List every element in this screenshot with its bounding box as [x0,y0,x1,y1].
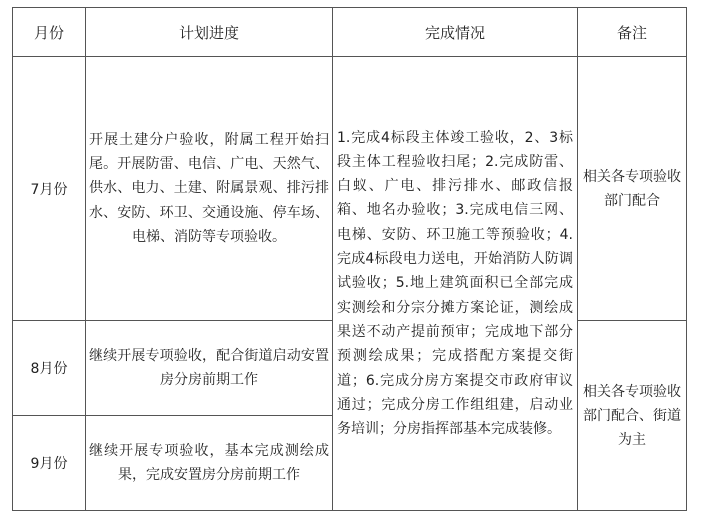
month-cell: 7月份 [13,57,86,321]
header-plan: 计划进度 [86,8,333,57]
done-cell [333,57,578,511]
plan-cell [86,321,333,416]
plan-cell [86,57,333,321]
header-note: 备注 [578,8,687,57]
header-month: 月份 [13,8,86,57]
plan-text: 继续开展专项验收，配合街道启动安置房分房前期工作 [89,347,329,388]
header-row [13,8,687,57]
plan-text: 开展土建分户验收，附属工程开始扫尾。开展防雷、电信、广电、天然气、供水、电力、土建、附属景观、排污排水、安防、环卫、交通设施、停车场、电梯、消防等专项验收。 [89,131,329,245]
month-cell: 8月份 [13,321,86,416]
header-done: 完成情况 [333,8,578,57]
table-row [13,57,687,321]
schedule-table [12,7,687,511]
done-text: 1.完成4标段主体竣工验收，2、3标段主体工程验收扫尾；2.完成防雷、白蚁、广电、排污排水、邮政信报箱、地名办验收；3.完成电信三网、电梯、安防、环卫施工等预验收；4.完成4标段电力送电，开始消防人防调试验收；5.地上建筑面积已全部完成实测绘和分宗分摊方案论证，测绘成果送不动产提前预审；完成地下部分预测绘成果；完成搭配方案提交街道；6.完成分房方案提交市政府审议通过；完成分房工作组组建，启动业务培训；分房指挥部基本完成装修。 [337,129,573,438]
note-cell: 相关各专项验收部门配合 [578,57,687,321]
month-cell: 9月份 [13,416,86,511]
note-cell: 相关各专项验收部门配合、街道为主 [578,321,687,511]
plan-cell [86,416,333,511]
plan-text: 继续开展专项验收，基本完成测绘成果，完成安置房分房前期工作 [89,442,329,483]
